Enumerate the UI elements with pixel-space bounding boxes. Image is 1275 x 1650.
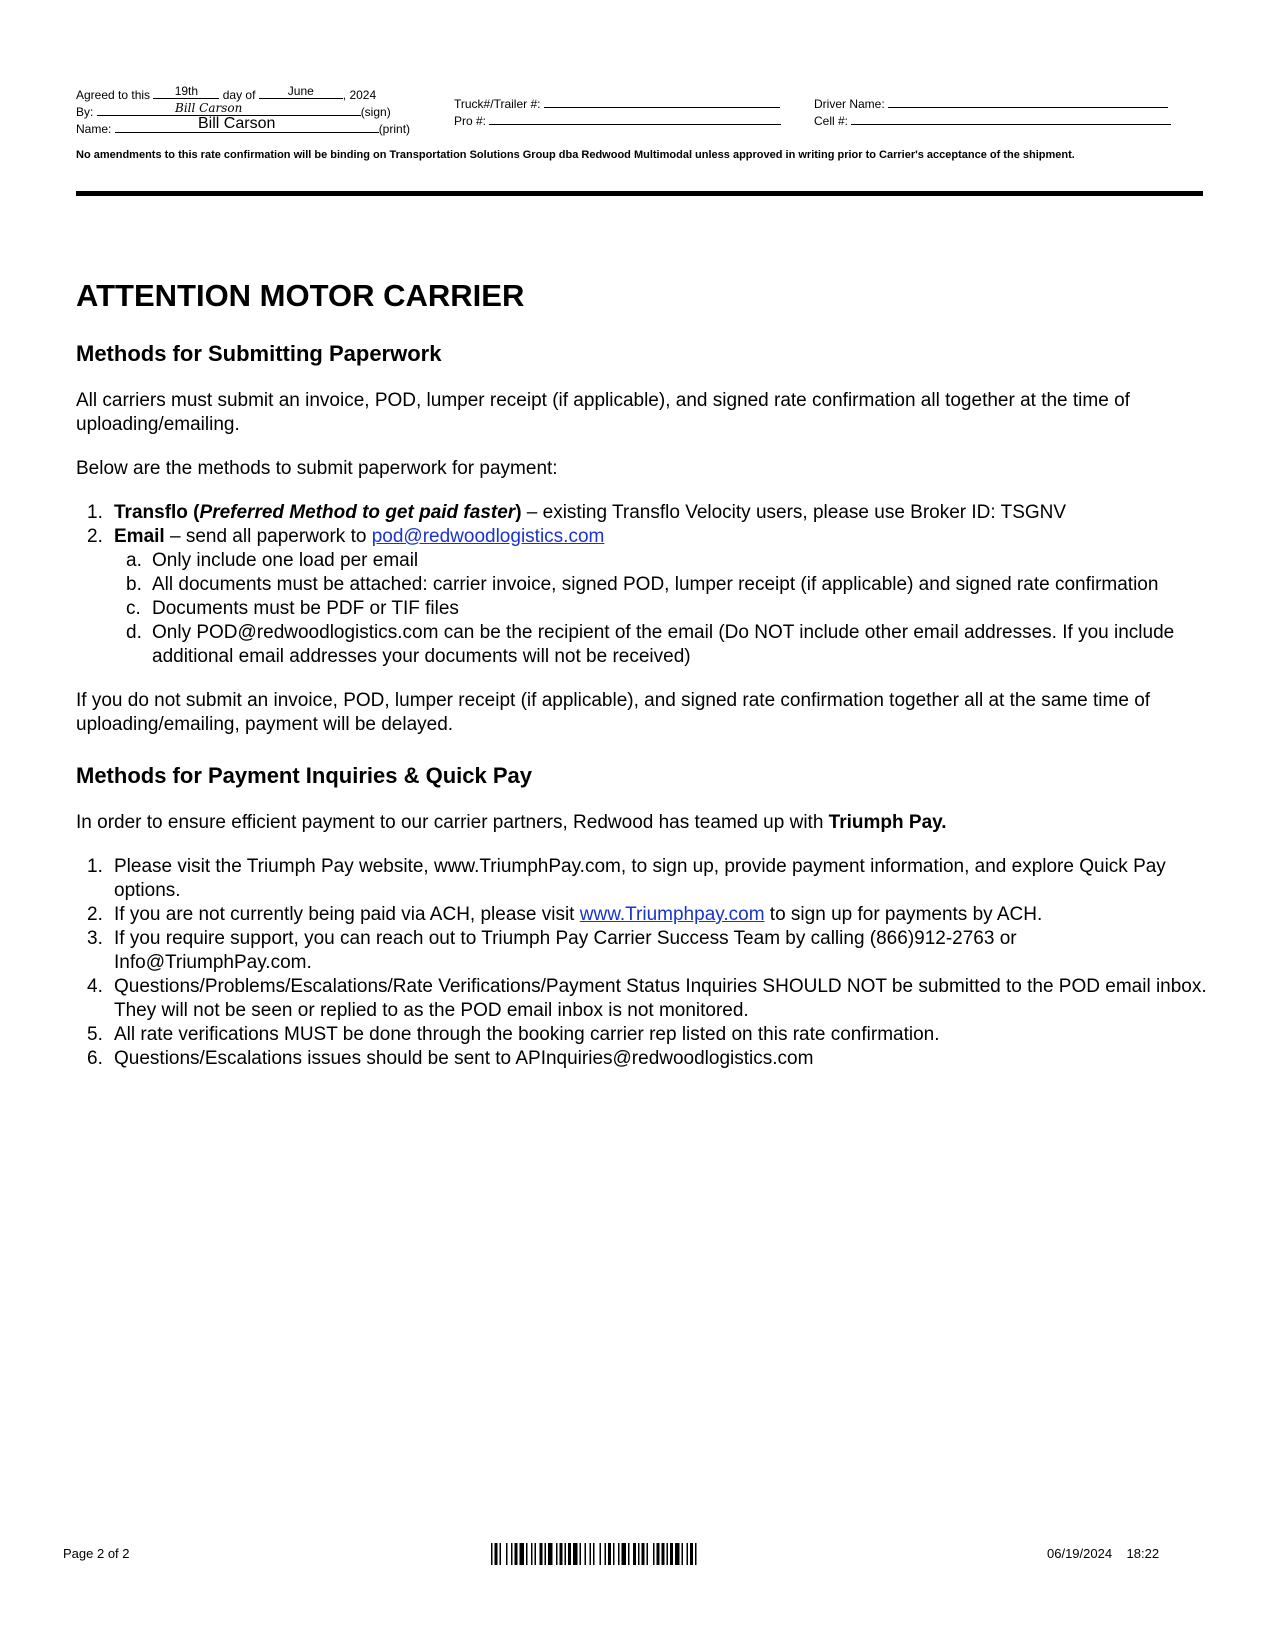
barcode-bar: [590, 1543, 592, 1565]
barcode-bar: [568, 1543, 571, 1565]
barcode-image: [491, 1543, 785, 1565]
barcode-bar: [647, 1543, 649, 1565]
payment-item-text: Please visit the Triumph Pay website, www.TriumphPay.com, to sign up, provide payment information, and explore Quick Pay options.: [114, 856, 1166, 901]
pro-label: Pro #:: [454, 114, 487, 128]
truck-field[interactable]: [544, 95, 780, 108]
barcode-bar: [580, 1543, 582, 1565]
submit-methods-list: [76, 501, 1211, 669]
name-label: Name:: [76, 122, 112, 136]
barcode-bar: [545, 1543, 547, 1565]
barcode-bar: [511, 1543, 513, 1565]
barcode-bar: [520, 1543, 525, 1565]
year-label: , 2024: [342, 88, 377, 102]
pod-email-link[interactable]: pod@redwoodlogistics.com: [371, 526, 605, 547]
header-rule: [76, 191, 1203, 196]
submitting-closing: If you do not submit an invoice, POD, lumper receipt (if applicable), and signed rate confirmation together all at the same time of uploading/emailing, payment will be delayed.: [76, 690, 1151, 735]
barcode-bar: [556, 1543, 558, 1565]
payment-item-text: to sign up for payments by ACH.: [764, 904, 1043, 925]
main-content: [76, 278, 1211, 1071]
subitem-text: Only include one load per email: [152, 550, 419, 571]
list-number: 3.: [87, 928, 103, 949]
barcode-bar: [628, 1543, 630, 1565]
payment-item-text: If you require support, you can reach out to Triumph Pay Carrier Success Team by calling (866)912-2763 or Info@TriumphPay.com.: [114, 928, 1017, 973]
barcode-bar: [565, 1543, 567, 1565]
truck-label: Truck#/Trailer #:: [454, 97, 541, 111]
barcode-bar: [526, 1543, 528, 1565]
day-value: 19th: [174, 84, 199, 98]
list-item: [76, 903, 1211, 927]
amendment-notice: No amendments to this rate confirmation will be binding on Transportation Solutions Group dba Redwood Multimodal unless approved in writing prior to Carrier's acceptance of the shipment.: [76, 149, 1075, 161]
subitem-text: Only POD@redwoodlogistics.com can be the recipient of the email (Do NOT include other email addresses. If you include additional email addresses your documents will not be received): [152, 622, 1175, 667]
agreement-block: [76, 86, 436, 137]
barcode-bar: [560, 1543, 563, 1565]
transflo-preferred: Preferred Method to get paid faster: [199, 502, 516, 523]
name-value: Bill Carson: [198, 115, 276, 132]
name-field: [115, 115, 379, 133]
signature-image: Bill Carson: [175, 101, 243, 115]
barcode-bar: [657, 1543, 660, 1565]
barcode-bar: [642, 1543, 645, 1565]
barcode-bar: [495, 1543, 498, 1565]
truck-block: [454, 95, 781, 129]
triumphpay-link[interactable]: www.Triumphpay.com: [579, 904, 765, 925]
submitting-below: Below are the methods to submit paperwork for payment:: [76, 458, 558, 479]
barcode-bar: [548, 1543, 553, 1565]
footer-time: 18:22: [1126, 1546, 1160, 1561]
driver-field[interactable]: [888, 95, 1168, 108]
list-item: [114, 597, 1211, 621]
section-submitting: [76, 389, 1211, 737]
section-payment-heading: Methods for Payment Inquiries & Quick Pay: [76, 763, 532, 788]
transflo-close: ): [515, 502, 522, 523]
barcode-bar: [585, 1543, 587, 1565]
day-field: [153, 86, 219, 99]
barcode-bar: [600, 1543, 602, 1565]
cell-field[interactable]: [851, 112, 1171, 125]
name-line: [76, 115, 436, 137]
barcode-bar: [667, 1543, 669, 1565]
barcode-bar: [662, 1543, 665, 1565]
day-of-label: day of: [222, 88, 256, 102]
barcode-bar: [613, 1543, 615, 1565]
list-item: [76, 927, 1211, 975]
barcode-bar: [573, 1543, 578, 1565]
page-title: ATTENTION MOTOR CARRIER: [76, 278, 525, 313]
email-label: Email: [114, 526, 165, 547]
payment-item-text: Questions/Problems/Escalations/Rate Verifications/Payment Status Inquiries SHOULD NOT be submitted to the POD email inbox. They will not be seen or replied to as the POD email inbox is not monitored.: [114, 976, 1207, 1021]
list-number: 1.: [87, 502, 103, 523]
list-number: 5.: [87, 1024, 103, 1045]
barcode-bar: [670, 1543, 673, 1565]
print-suffix: (print): [378, 122, 411, 136]
list-item: [76, 501, 1211, 525]
barcode-bar: [491, 1543, 493, 1565]
barcode-bar: [618, 1543, 620, 1565]
list-number: 1.: [87, 856, 103, 877]
footer-date: 06/19/2024: [1047, 1546, 1113, 1561]
barcode-bar: [535, 1543, 537, 1565]
list-letter: a.: [126, 550, 142, 571]
page-number: Page 2 of 2: [63, 1546, 130, 1561]
email-subitems-list: [114, 549, 1211, 669]
list-number: 4.: [87, 976, 103, 997]
by-label: By:: [76, 105, 94, 119]
transflo-text: – existing Transflo Velocity users, please use Broker ID: TSGNV: [521, 502, 1067, 523]
sign-suffix: (sign): [360, 105, 391, 119]
agreed-line: [76, 86, 436, 103]
list-letter: d.: [126, 622, 142, 643]
list-item: [114, 549, 1211, 573]
payment-item-text: Questions/Escalations issues should be sent to APInquiries@redwoodlogistics.com: [114, 1048, 814, 1069]
email-text: – send all paperwork to: [164, 526, 372, 547]
list-item: [114, 573, 1211, 597]
barcode-bar: [622, 1543, 627, 1565]
driver-label: Driver Name:: [814, 97, 885, 111]
agreed-label: Agreed to this: [76, 88, 151, 102]
list-number: 6.: [87, 1048, 103, 1069]
month-value: June: [287, 84, 314, 98]
pro-field[interactable]: [489, 112, 781, 125]
barcode-bar: [593, 1543, 595, 1565]
payment-list: [76, 855, 1211, 1071]
transflo-label: Transflo (: [114, 502, 200, 523]
section-payment: [76, 811, 1211, 1071]
barcode-bar: [633, 1543, 636, 1565]
barcode-bar: [605, 1543, 607, 1565]
month-field: [259, 86, 343, 99]
list-item: [76, 1047, 1211, 1071]
list-item: [76, 975, 1211, 1023]
barcode-bar: [500, 1543, 502, 1565]
driver-block: [814, 95, 1171, 129]
barcode-bar: [695, 1543, 697, 1565]
barcode-bar: [638, 1543, 640, 1565]
barcode-bar: [653, 1543, 655, 1565]
barcode-bar: [675, 1543, 680, 1565]
barcode-bar: [682, 1543, 684, 1565]
list-item: [114, 621, 1211, 669]
payment-item-text: All rate verifications MUST be done through the booking carrier rep listed on this rate confirmation.: [114, 1024, 940, 1045]
list-item: [76, 1023, 1211, 1047]
barcode-bar: [540, 1543, 543, 1565]
barcode-bar: [690, 1543, 693, 1565]
list-number: 2.: [87, 526, 103, 547]
subitem-text: Documents must be PDF or TIF files: [152, 598, 459, 619]
list-letter: b.: [126, 574, 142, 595]
list-number: 2.: [87, 904, 103, 925]
payment-intro-text: In order to ensure efficient payment to our carrier partners, Redwood has teamed up with: [76, 812, 829, 833]
triumph-pay-name: Triumph Pay.: [828, 812, 947, 833]
submitting-intro: All carriers must submit an invoice, POD, lumper receipt (if applicable), and signed rate confirmation all together at the time of uploading/emailing.: [76, 390, 1130, 435]
footer-timestamp: [1047, 1546, 1159, 1561]
subitem-text: All documents must be attached: carrier invoice, signed POD, lumper receipt (if applicable) and signed rate confirmation: [152, 574, 1159, 595]
barcode-bar: [687, 1543, 689, 1565]
section-submitting-heading: Methods for Submitting Paperwork: [76, 341, 442, 366]
list-item: [76, 855, 1211, 903]
barcode-bar: [515, 1543, 518, 1565]
barcode-bar: [506, 1543, 508, 1565]
barcode-bar: [608, 1543, 611, 1565]
cell-label: Cell #:: [814, 114, 849, 128]
barcode-bar: [531, 1543, 533, 1565]
payment-intro: [76, 811, 1211, 835]
list-letter: c.: [126, 598, 141, 619]
payment-item-text: If you are not currently being paid via ACH, please visit: [114, 904, 580, 925]
list-item: [76, 525, 1211, 669]
